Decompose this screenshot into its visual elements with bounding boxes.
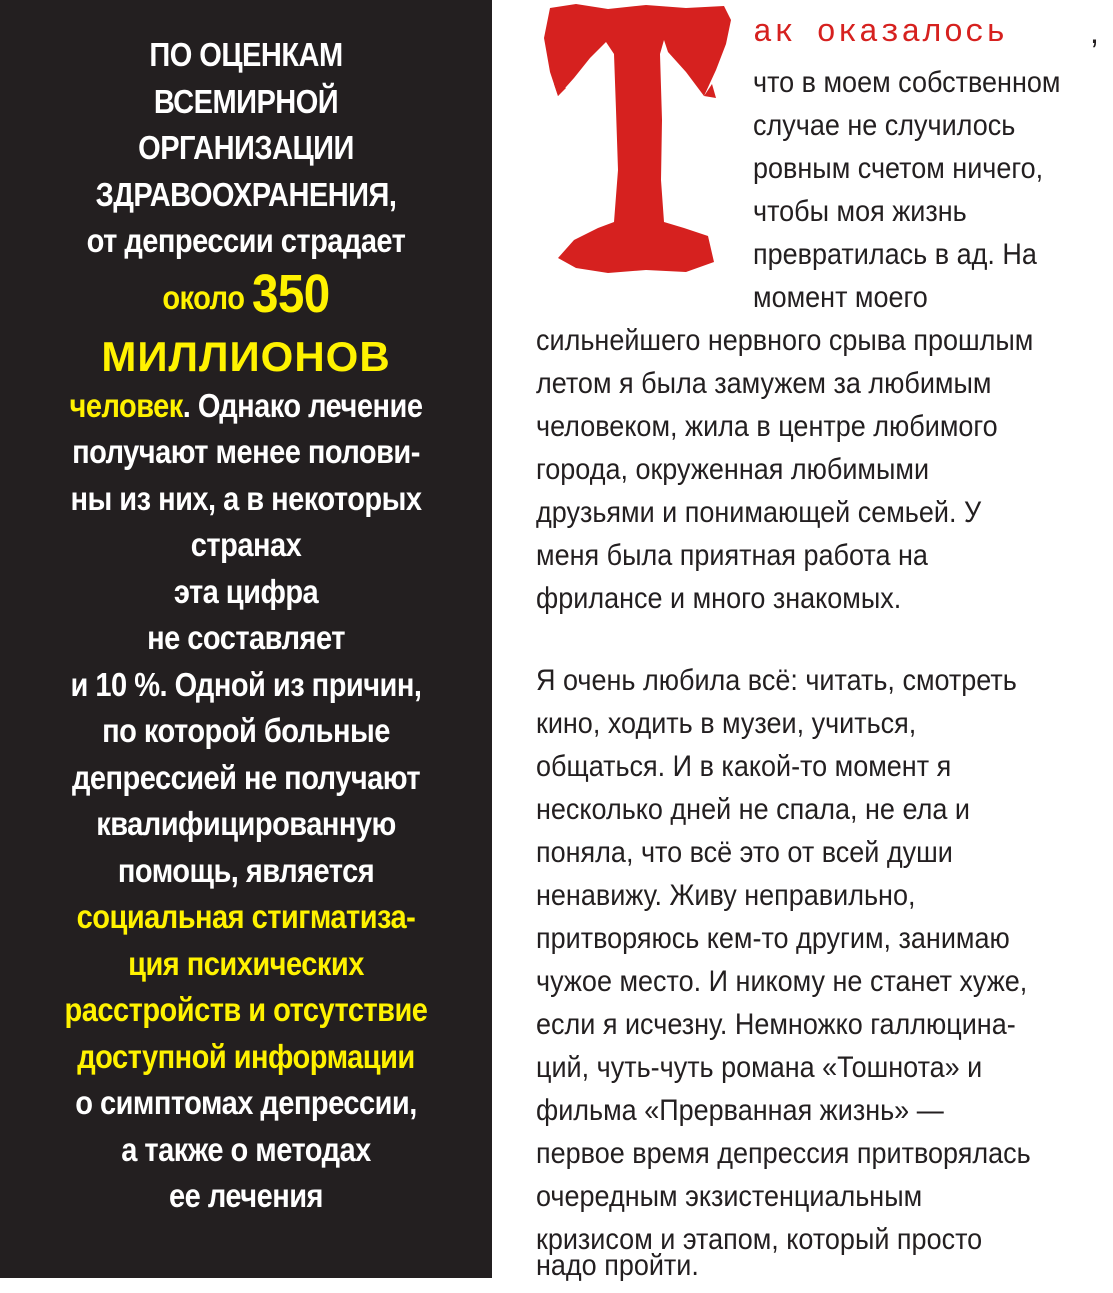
sidebar-line: ЗДРАВООХРАНЕНИЯ,: [95, 175, 397, 213]
sidebar-line: о симптомах депрессии,: [75, 1084, 417, 1121]
sidebar-line: квалифицированную: [96, 805, 396, 842]
article-line: друзьями и понимающей семьей. У: [536, 496, 982, 529]
article-line: что в моем собственном: [753, 66, 1061, 99]
article-line: момент моего: [753, 281, 928, 314]
sidebar-line: ее лечения: [169, 1177, 323, 1214]
sidebar-line: от депрессии страдает: [86, 222, 406, 259]
article-line: надо пройти.: [536, 1249, 699, 1282]
sidebar-line: и 10 %. Одной из причин,: [70, 665, 422, 703]
approx-prefix: около: [162, 278, 245, 316]
article-line: кино, ходить в музеи, учиться,: [536, 707, 917, 740]
stat-number: 350: [251, 263, 330, 324]
article-line: чужое место. И никому не станет хуже,: [536, 965, 1028, 998]
article-line: превратилась в ад. На: [753, 238, 1037, 271]
article-line: города, окруженная любимыми: [536, 453, 930, 486]
article-line: кризисом и этапом, который просто: [536, 1223, 983, 1256]
highlight-line: ция психических: [128, 944, 364, 982]
sidebar-line: получают менее полови-: [72, 433, 420, 470]
sidebar-line: по которой больные: [102, 712, 390, 749]
article-line: Я очень любила всё: читать, смотреть: [536, 664, 1017, 697]
lead-in-comma: ,: [1090, 14, 1099, 50]
article-line: общаться. И в какой-то момент я: [536, 750, 952, 783]
article-line: ненавижу. Живу неправильно,: [536, 879, 916, 912]
article-line: ций, чуть-чуть романа «Тошнота» и: [536, 1051, 983, 1084]
article-line: очередным экзистенциальным: [536, 1180, 923, 1213]
sidebar-line: не составляет: [147, 619, 345, 656]
sidebar-line: а также о методах: [121, 1130, 371, 1168]
people-word: человек: [69, 386, 183, 424]
sidebar-line: помощь, является: [117, 851, 375, 889]
article-line: первое время депрессия притворялась: [536, 1137, 1031, 1170]
sidebar-line: ны из них, а в некоторых: [70, 479, 422, 517]
article-line: фрилансе и много знакомых.: [536, 582, 902, 615]
article-line: меня была приятная работа на: [536, 539, 928, 572]
people-continuation: . Однако лечение: [182, 386, 423, 424]
sidebar-line: ПО ОЦЕНКАМ: [149, 36, 343, 73]
lead-in-text: ак оказалось: [753, 14, 1008, 51]
highlight-line: доступной информации: [77, 1037, 415, 1075]
article-line: несколько дней не спала, не ела и: [536, 793, 970, 826]
stat-headline: МИЛЛИОНОВ: [101, 332, 391, 380]
sidebar-line: депрессией не получают: [71, 758, 421, 796]
article-line: поняла, что всё это от всей души: [536, 836, 953, 869]
article-line: случае не случилось: [753, 109, 1016, 142]
article-line: летом я была замужем за любимым: [536, 367, 992, 400]
sidebar-line: ВСЕМИРНОЙ: [153, 82, 339, 120]
article-line: если я исчезну. Немножко галлюцина-: [536, 1008, 1016, 1041]
article-line: ровным счетом ничего,: [753, 152, 1044, 185]
article-line: притворяюсь кем-то другим, занимаю: [536, 922, 1010, 955]
sidebar-line: эта цифра: [173, 572, 319, 610]
dropcap-letter: [536, 0, 736, 278]
article-line: фильма «Прерванная жизнь» —: [536, 1094, 944, 1127]
highlight-line: социальная стигматиза-: [76, 898, 416, 935]
sidebar-line: ОРГАНИЗАЦИИ: [138, 129, 354, 166]
article-line: человеком, жила в центре любимого: [536, 410, 998, 443]
sidebar-line: странах: [190, 526, 302, 563]
article-line: сильнейшего нервного срыва прошлым: [536, 324, 1034, 357]
article-line: чтобы моя жизнь: [753, 195, 967, 228]
highlight-line: расстройств и отсутствие: [64, 991, 428, 1028]
